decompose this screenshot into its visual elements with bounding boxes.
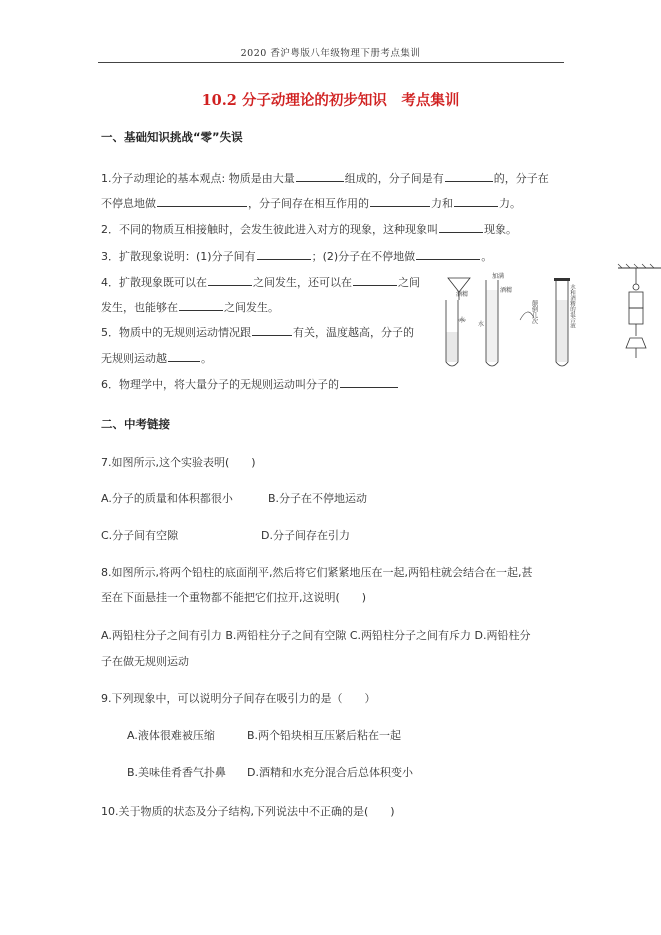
q6-blank-1[interactable] — [340, 376, 398, 388]
label-water-2: 水 — [478, 321, 485, 328]
tube-2-liquid — [487, 290, 498, 362]
tube-3-stopper — [554, 278, 570, 281]
q7-option-b[interactable]: B.分子在不停地运动 — [268, 492, 368, 505]
q5-blank-2[interactable] — [168, 350, 200, 362]
q2-text-b: 现象。 — [484, 223, 517, 236]
section-1-heading: 一、基础知识挑战“零”失误 — [101, 130, 243, 144]
q3-text-b: ；(2)分子在不停地做 — [311, 250, 416, 263]
header-rule — [98, 62, 564, 63]
q5-line-2 — [101, 350, 212, 366]
q5-text-a: 5．物质中的无规则运动情况跟 — [101, 326, 251, 339]
page-header: 2020 香沪粤版八年级物理下册考点集训 — [240, 48, 421, 59]
q8-line-3[interactable]: A.两铅柱分子之间有引力 B.两铅柱分子之间有空隙 C.两铅柱分子之间有斥力 D.两铅柱分 — [101, 629, 531, 642]
q9-option-b[interactable]: B.两个铅块相互压紧后粘在一起 — [247, 729, 402, 742]
q8-line-1: 8.如图所示,将两个铅柱的底面削平,然后将它们紧紧地压在一起,两铅柱就会结合在一起,甚 — [101, 566, 533, 579]
q3-blank-1[interactable] — [257, 248, 311, 260]
label-invert: 颠倒几次 — [530, 300, 538, 324]
q7-option-a[interactable]: A.分子的质量和体积都很小 — [101, 492, 233, 505]
q4-text-a: 4．扩散现象既可以在 — [101, 276, 207, 289]
q1-text-a: 1.分子动理论的基本观点: 物质是由大量 — [101, 172, 295, 185]
hanging-weight — [626, 338, 646, 348]
q9-option-a[interactable]: A.液体很难被压缩 — [127, 729, 215, 742]
q10-stem: 10.关于物质的状态及分子结构,下列说法中不正确的是( ) — [101, 805, 395, 818]
q1-blank-5[interactable] — [454, 195, 498, 207]
q1-text-f: 力和 — [431, 197, 453, 210]
q4-text-b: 之间发生，还可以在 — [253, 276, 352, 289]
q7-option-d[interactable]: D.分子间存在引力 — [261, 529, 350, 542]
q5-text-b: 有关，温度越高，分子的 — [293, 326, 414, 339]
q5-text-c: 无规则运动越 — [101, 352, 167, 365]
q1-line-1 — [101, 170, 549, 186]
q7-option-c[interactable]: C.分子间有空隙 — [101, 529, 179, 542]
q2-text-a: 2．不同的物质互相接触时，会发生彼此进入对方的现象，这种现象叫 — [101, 223, 438, 236]
q6-text-a: 6．物理学中，将大量分子的无规则运动叫分子的 — [101, 378, 339, 391]
q9-stem: 9.下列现象中，可以说明分子间存在吸引力的是（ ） — [101, 692, 376, 705]
q6-line — [101, 376, 399, 392]
label-add-full: 加满 — [492, 273, 505, 280]
lead-cylinder-bottom — [629, 308, 643, 324]
q8-line-4[interactable]: 子在做无规则运动 — [101, 655, 189, 668]
q4-line-1 — [101, 274, 420, 290]
q4-blank-3[interactable] — [179, 299, 223, 311]
q4-text-e: 之间发生。 — [224, 301, 279, 314]
q1-blank-2[interactable] — [445, 170, 493, 182]
diffusion-experiment-figure — [438, 270, 588, 375]
q9-option-c[interactable]: B.美味佳肴香气扑鼻 — [127, 766, 227, 779]
q2-blank-1[interactable] — [439, 221, 483, 233]
q3-line — [101, 248, 492, 264]
q4-blank-2[interactable] — [353, 274, 397, 286]
q3-blank-2[interactable] — [416, 248, 480, 260]
q5-text-d: 。 — [201, 352, 212, 365]
label-alcohol-2: 酒精 — [500, 287, 513, 294]
tube-3-liquid — [557, 300, 568, 362]
label-water-1: 水 — [459, 317, 466, 324]
q1-text-g: 力。 — [499, 197, 521, 210]
q1-blank-4[interactable] — [370, 195, 430, 207]
q1-text-c: 的，分子在 — [493, 172, 549, 185]
q1-blank-3[interactable] — [157, 195, 247, 207]
q4-text-d: 发生，也能够在 — [101, 301, 178, 314]
tube-1-liquid — [447, 332, 458, 362]
q1-text-e: ，分子间存在相互作用的 — [248, 197, 369, 210]
q1-text-b: 组成的，分子间是有 — [344, 172, 444, 185]
q5-blank-1[interactable] — [252, 324, 292, 336]
lead-cylinder-top — [629, 292, 643, 308]
q4-text-c: 之间 — [398, 276, 420, 289]
q1-text-d: 不停息地做 — [101, 197, 156, 210]
label-alcohol-1: 酒精 — [456, 291, 469, 298]
q3-text-c: 。 — [481, 250, 493, 263]
section-2-heading: 二、中考链接 — [101, 417, 170, 431]
q7-stem: 7.如图所示,这个实验表明( ) — [101, 456, 256, 469]
q4-blank-1[interactable] — [208, 274, 252, 286]
page-title: 10.2 分子动理论的初步知识 考点集训 — [201, 92, 460, 109]
q4-line-2 — [101, 299, 279, 315]
label-mixed: 水和酒精的混合液 — [569, 284, 575, 328]
q8-line-2: 至在下面悬挂一个重物都不能把它们拉开,这说明( ) — [101, 591, 367, 604]
q5-line-1 — [101, 324, 414, 340]
q3-text-a: 3．扩散现象说明：(1)分子间有 — [101, 250, 256, 263]
funnel-shape — [448, 278, 470, 292]
q9-option-d[interactable]: D.酒精和水充分混合后总体积变小 — [247, 766, 413, 779]
q2-line — [101, 221, 517, 237]
q1-blank-1[interactable] — [296, 170, 344, 182]
q1-line-2 — [101, 195, 521, 211]
lead-cylinders-figure — [616, 262, 661, 377]
